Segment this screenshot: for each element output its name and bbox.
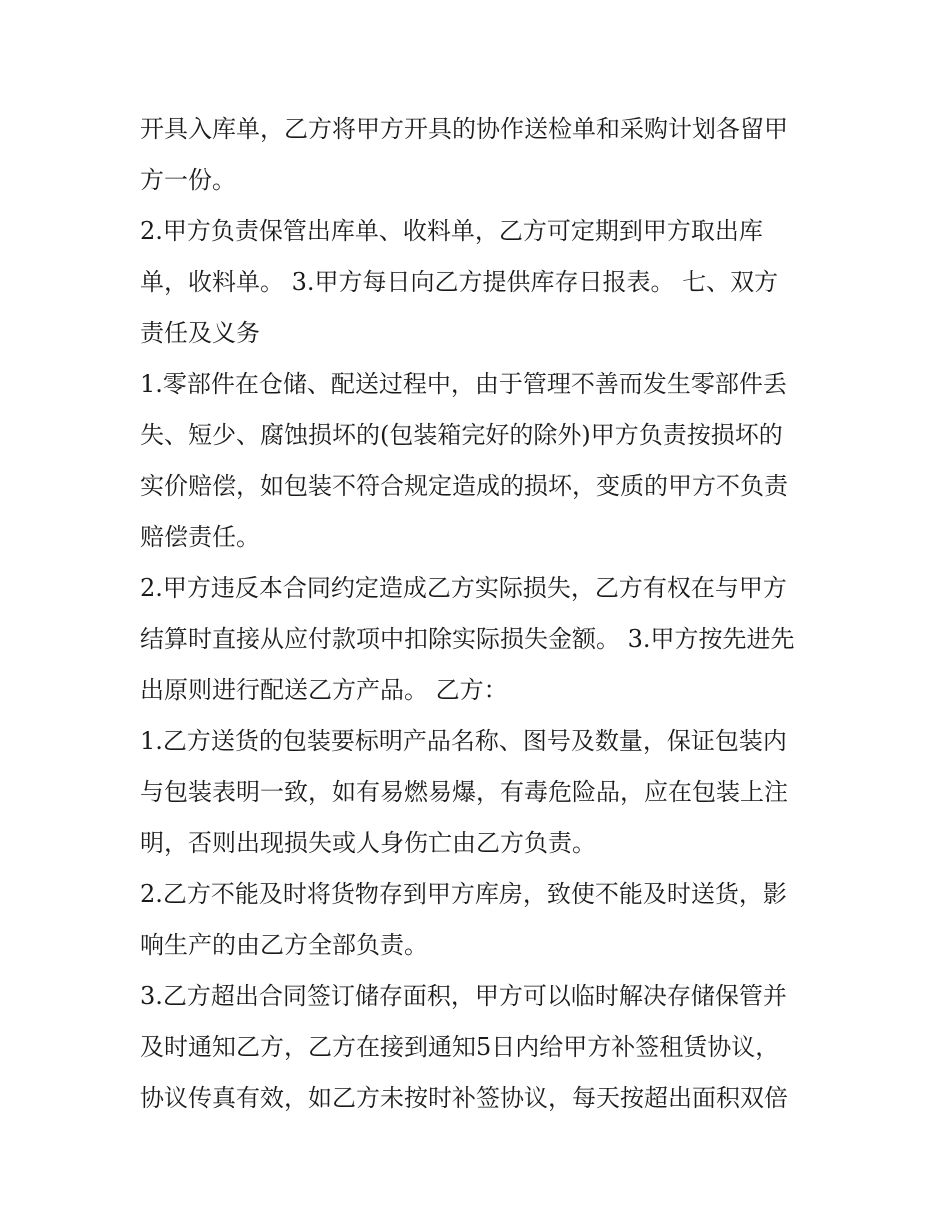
text-line: 3.乙方超出合同签订储存面积，甲方可以临时解决存储保管并 bbox=[140, 982, 787, 1010]
text-line: 1.乙方送货的包装要标明产品名称、图号及数量，保证包装内 bbox=[140, 727, 787, 755]
text-line: 结算时直接从应付款项中扣除实际损失金额。 3.甲方按先进先 bbox=[140, 625, 795, 653]
text-line: 2.乙方不能及时将货物存到甲方库房，致使不能及时送货，影 bbox=[140, 880, 787, 908]
text-line: 方一份。 bbox=[140, 166, 236, 194]
text-line: 1.零部件在仓储、配送过程中，由于管理不善而发生零部件丢 bbox=[140, 370, 787, 398]
text-line: 协议传真有效，如乙方未按时补签协议，每天按超出面积双倍 bbox=[140, 1084, 788, 1112]
text-line: 赔偿责任。 bbox=[140, 523, 260, 551]
text-line: 与包装表明一致，如有易燃易爆，有毒危险品，应在包装上注 bbox=[140, 778, 788, 806]
text-line: 出原则进行配送乙方产品。 乙方： bbox=[140, 676, 508, 704]
text-line: 失、短少、腐蚀损坏的(包装箱完好的除外)甲方负责按损坏的 bbox=[140, 421, 783, 449]
text-line: 2.甲方负责保管出库单、收料单，乙方可定期到甲方取出库 bbox=[140, 217, 763, 245]
text-line: 责任及义务 bbox=[140, 319, 260, 347]
document-body bbox=[140, 104, 820, 1124]
text-line: 实价赔偿，如包装不符合规定造成的损坏，变质的甲方不负责 bbox=[140, 472, 788, 500]
text-line: 2.甲方违反本合同约定造成乙方实际损失，乙方有权在与甲方 bbox=[140, 574, 787, 602]
text-line: 开具入库单，乙方将甲方开具的协作送检单和采购计划各留甲 bbox=[140, 115, 788, 143]
text-line: 响生产的由乙方全部负责。 bbox=[140, 931, 428, 959]
text-line: 及时通知乙方，乙方在接到通知5日内给甲方补签租赁协议， bbox=[140, 1033, 780, 1061]
text-line: 单，收料单。 3.甲方每日向乙方提供库存日报表。 七、双方 bbox=[140, 268, 779, 296]
text-line: 明，否则出现损失或人身伤亡由乙方负责。 bbox=[140, 829, 596, 857]
